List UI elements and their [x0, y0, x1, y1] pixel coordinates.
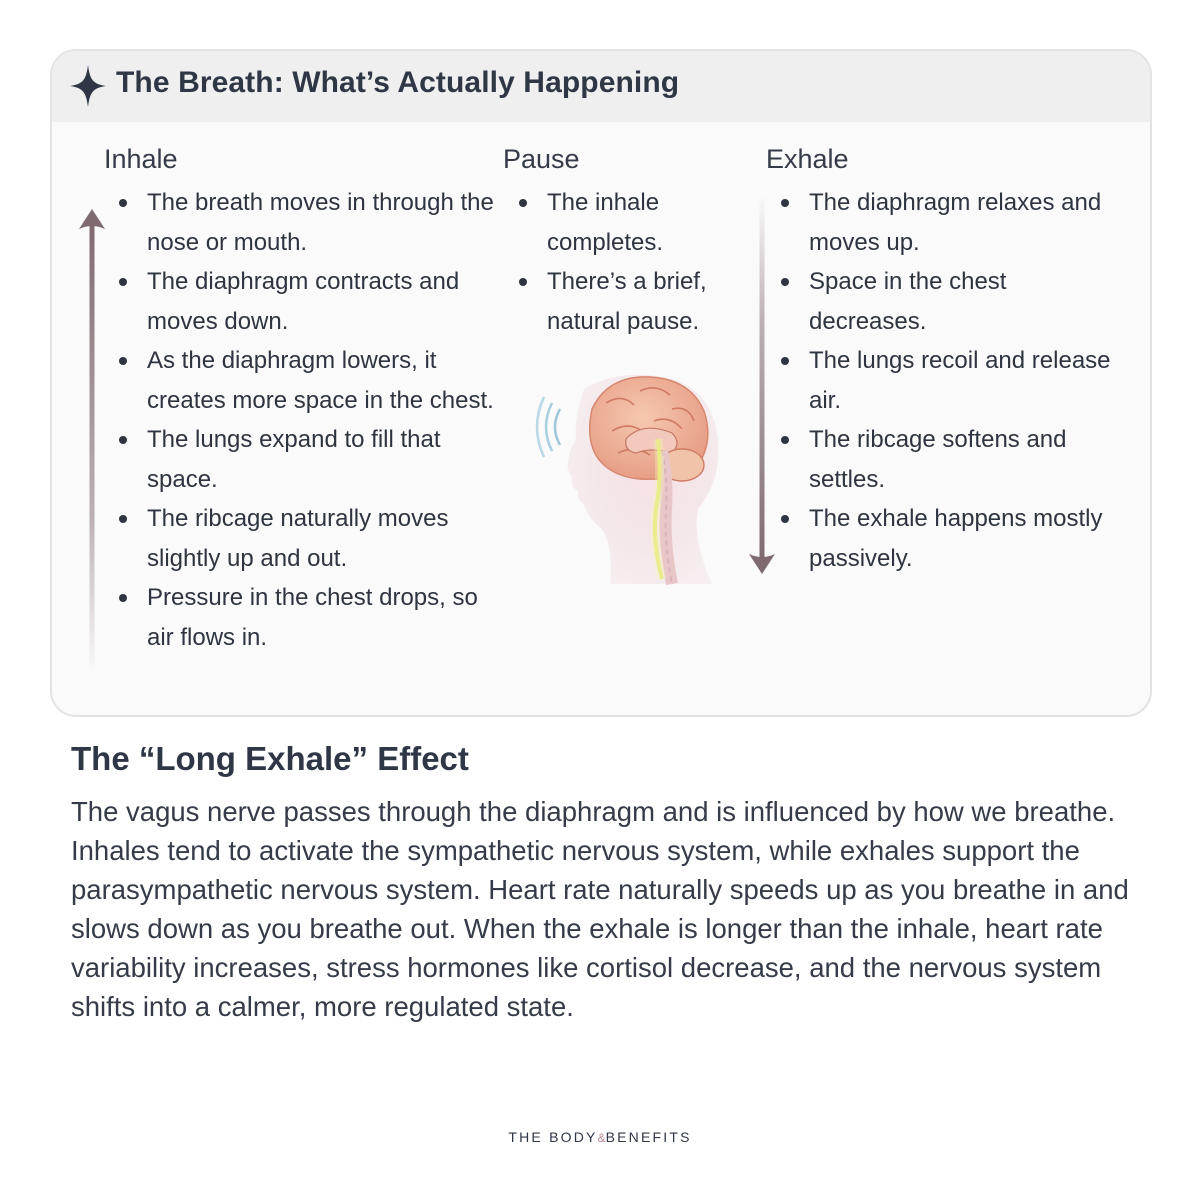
list-item: Space in the chest decreases.	[766, 262, 1126, 341]
brand-right: BENEFITS	[605, 1129, 692, 1145]
card-title: The Breath: What’s Actually Happening	[116, 66, 680, 99]
exhale-title: Exhale	[766, 144, 849, 174]
inhale-title: Inhale	[104, 144, 178, 174]
section-title: The “Long Exhale” Effect	[71, 740, 469, 777]
sparkle-icon	[68, 63, 108, 109]
brand-footer	[0, 1129, 1200, 1145]
section-body: The vagus nerve passes through the diaphragm and is influenced by how we breathe. Inhales tend to activate the sympathetic nervous system, while exhales support the parasympathetic nervous system. Heart rate naturally speeds up as you breathe in and slows down as you breathe out. When the exhale is longer than the inhale, heart rate variability increases, stress hormones like cortisol decrease, and the nervous system shifts into a calmer, more regulated state.	[71, 796, 1129, 1022]
pause-list	[504, 183, 734, 341]
brain-vagus-illustration	[522, 369, 752, 591]
exhale-list	[766, 183, 1126, 578]
list-item: The inhale completes.	[504, 183, 734, 262]
list-item: The ribcage naturally moves slightly up and out.	[104, 499, 504, 578]
pause-title: Pause	[503, 144, 580, 174]
brand-amp: &	[597, 1131, 606, 1145]
card-header	[52, 51, 1150, 122]
list-item: The diaphragm contracts and moves down.	[104, 262, 504, 341]
list-item: As the diaphragm lowers, it creates more space in the chest.	[104, 341, 504, 420]
list-item: The breath moves in through the nose or mouth.	[104, 183, 504, 262]
list-item: Pressure in the chest drops, so air flows in.	[104, 578, 504, 657]
up-arrow-icon	[77, 207, 107, 673]
list-item: The lungs expand to fill that space.	[104, 420, 504, 499]
list-item: There’s a brief, natural pause.	[504, 262, 734, 341]
list-item: The lungs recoil and release air.	[766, 341, 1126, 420]
brand-left: THE BODY	[508, 1129, 598, 1145]
breath-card	[50, 49, 1152, 717]
inhale-list	[104, 183, 504, 657]
list-item: The exhale happens mostly passively.	[766, 499, 1126, 578]
list-item: The diaphragm relaxes and moves up.	[766, 183, 1126, 262]
list-item: The ribcage softens and settles.	[766, 420, 1126, 499]
